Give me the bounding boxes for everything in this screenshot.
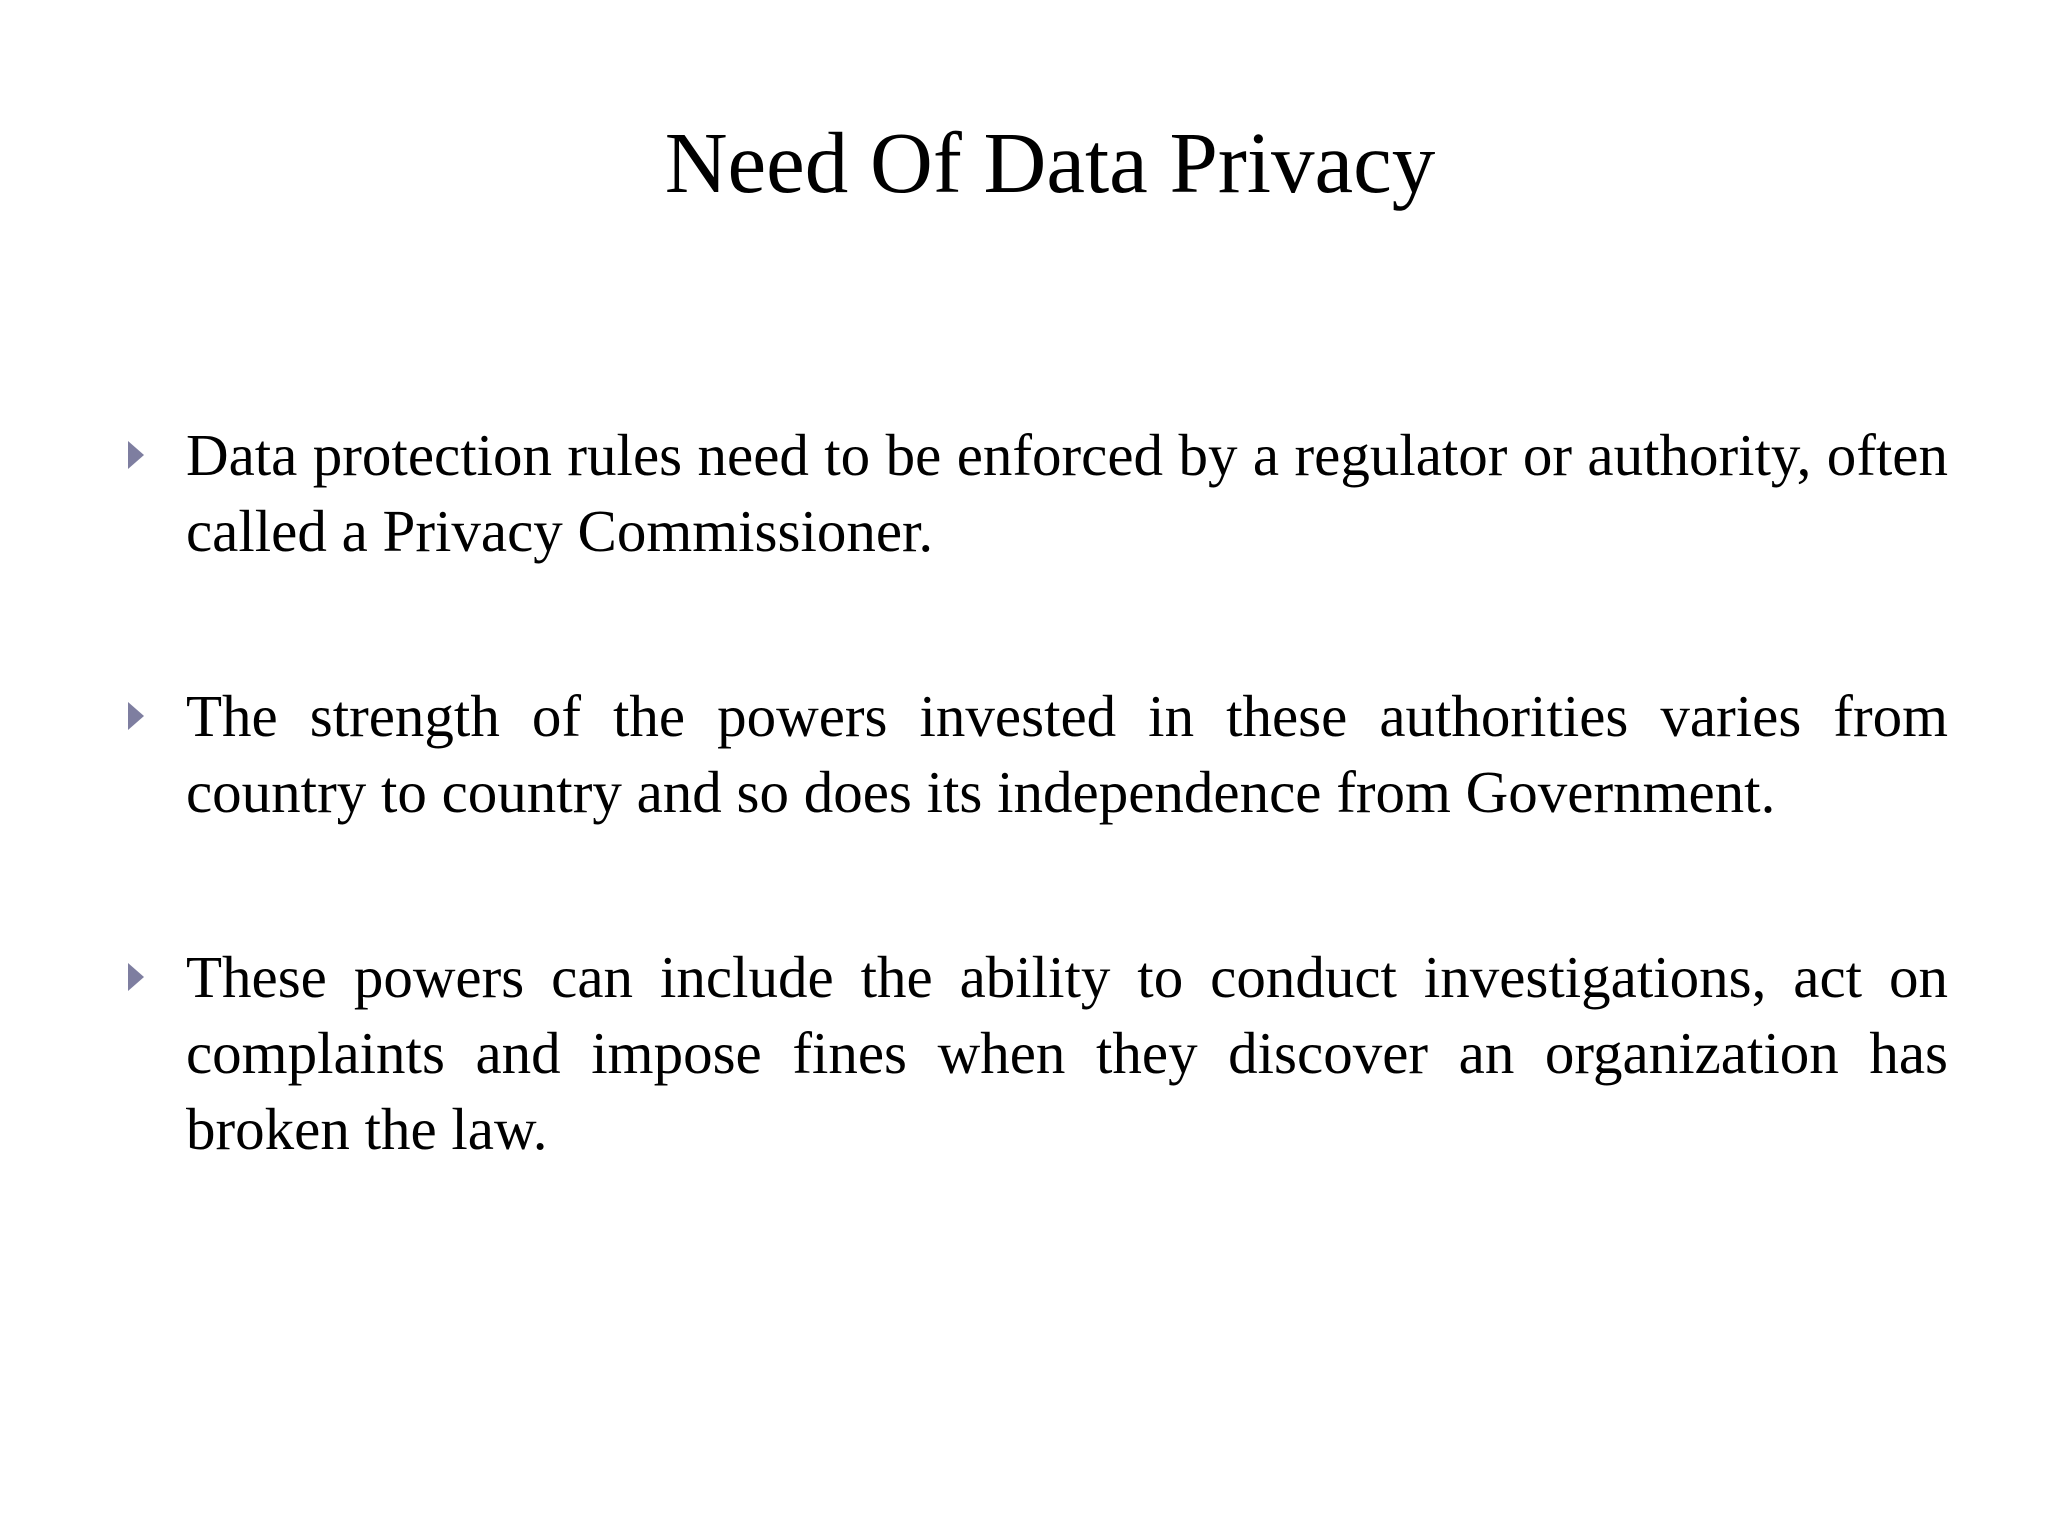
slide-title: Need Of Data Privacy bbox=[664, 114, 1436, 211]
triangle-right-icon bbox=[128, 702, 144, 730]
triangle-right-icon bbox=[128, 963, 144, 991]
bullet-item-1 bbox=[120, 417, 1948, 569]
bullet-item-2 bbox=[120, 678, 1948, 830]
bullet-text: These powers can include the ability to conduct investigations, act on complaints and impose fines when they discover an organization has broken the law. bbox=[186, 944, 1948, 1162]
bullet-text: Data protection rules need to be enforced by a regulator or authority, often called a Privacy Commissioner. bbox=[186, 422, 1948, 564]
bullet-text: The strength of the powers invested in these authorities varies from country to country and so does its independence from Government. bbox=[186, 683, 1948, 825]
triangle-right-icon bbox=[128, 441, 144, 469]
bullet-item-3 bbox=[120, 939, 1948, 1167]
bullet-list bbox=[120, 417, 1948, 1276]
